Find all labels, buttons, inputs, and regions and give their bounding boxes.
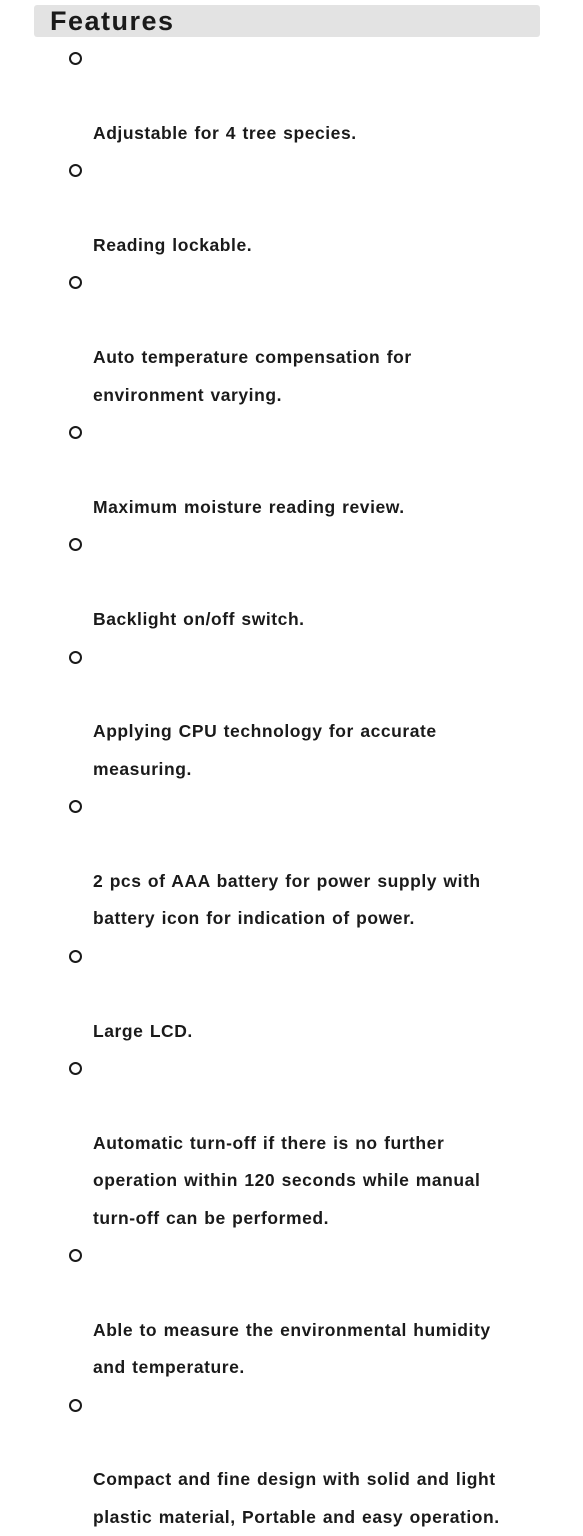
feature-item (0, 788, 583, 938)
feature-text: Compact and fine design with solid and light plastic material, Portable and easy operation. (93, 1469, 500, 1527)
feature-item (0, 414, 583, 526)
feature-text: 2 pcs of AAA battery for power supply with battery icon for indication of power. (93, 870, 481, 929)
feature-item (0, 639, 583, 789)
feature-item (0, 40, 583, 152)
ring-bullet-icon (69, 538, 82, 551)
feature-item (0, 938, 583, 1050)
feature-item (0, 1237, 583, 1387)
feature-text: Adjustable for 4 tree species. (93, 122, 357, 143)
feature-text: Backlight on/off switch. (93, 609, 305, 630)
ring-bullet-icon (69, 426, 82, 439)
feature-text: Applying CPU technology for accurate measuring. (93, 721, 437, 779)
ring-bullet-icon (69, 276, 82, 289)
ring-bullet-icon (69, 1062, 82, 1075)
section-header (34, 5, 540, 37)
feature-text: Auto temperature compensation for environment varying. (93, 347, 412, 405)
ring-bullet-icon (69, 651, 82, 664)
ring-bullet-icon (69, 1399, 82, 1412)
ring-bullet-icon (69, 1249, 82, 1262)
feature-text: Large LCD. (93, 1020, 193, 1041)
ring-bullet-icon (69, 950, 82, 963)
feature-item (0, 1050, 583, 1237)
feature-text: Reading lockable. (93, 235, 253, 256)
ring-bullet-icon (69, 52, 82, 65)
feature-item (0, 152, 583, 264)
feature-item (0, 526, 583, 638)
feature-item (0, 1387, 583, 1536)
feature-text: Automatic turn-off if there is no further operation within 120 seconds while manual turn-off can be performed. (93, 1132, 481, 1228)
ring-bullet-icon (69, 164, 82, 177)
feature-list (0, 40, 583, 1536)
feature-item (0, 264, 583, 414)
ring-bullet-icon (69, 800, 82, 813)
feature-text: Maximum moisture reading review. (93, 496, 405, 517)
feature-text: Able to measure the environmental humidity and temperature. (93, 1319, 491, 1378)
section-title: Features (50, 6, 175, 36)
